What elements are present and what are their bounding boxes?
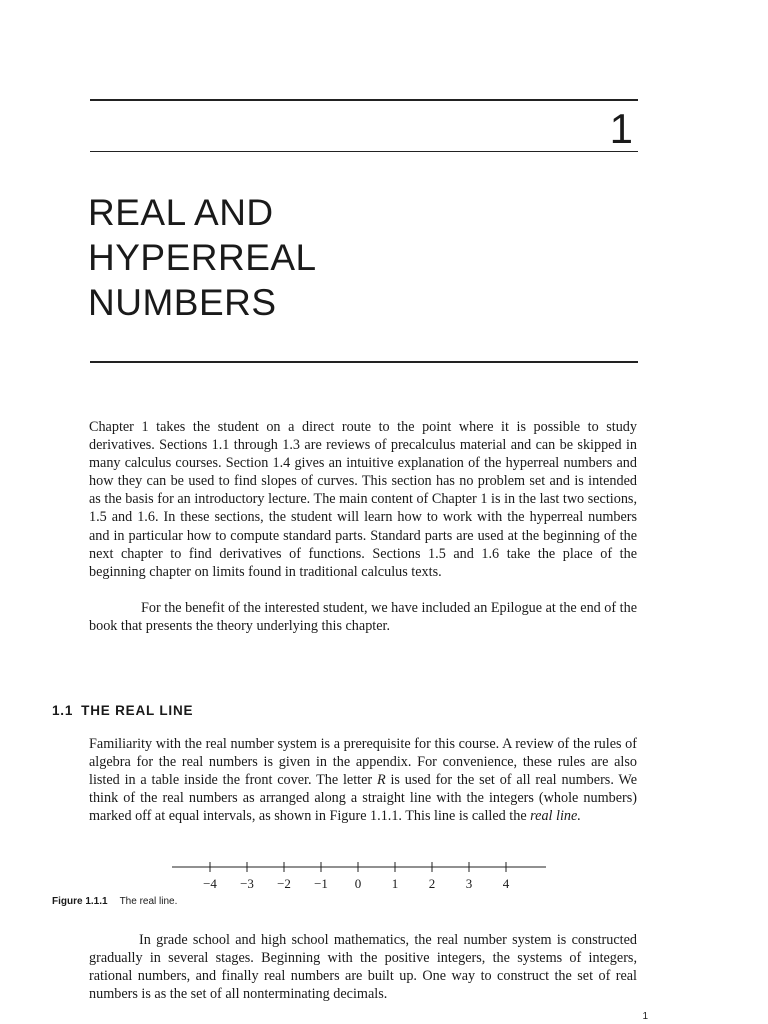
title-bottom-rule <box>90 361 638 363</box>
chapter-title-line: NUMBERS <box>88 282 277 323</box>
section-paragraph-2 <box>89 931 637 1003</box>
section-heading <box>52 703 193 718</box>
figure-caption-text: The real line. <box>119 896 178 907</box>
number-line-tick-label: 1 <box>391 876 399 891</box>
chapter-number-rule <box>90 151 638 152</box>
section-paragraph-1-text-b: is used for the set of all real numbers. We think of the real numbers as arranged along a straight line with the integers (whole numbers) marked off at equal intervals, as shown in Figure 1.1.1. This line is called the <box>89 772 637 825</box>
figure-caption <box>52 896 177 907</box>
section-paragraph-1-text-a: Familiarity with the real number system is a prerequisite for this course. A review of the rules of algebra for the real numbers is given in the appendix. For convenience, these rules are also listed in a table inside the front cover. The letter <box>89 736 637 789</box>
chapter-number: 1 <box>609 105 633 152</box>
number-line-tick-label: 2 <box>428 876 436 891</box>
intro-paragraph-2 <box>89 599 637 635</box>
section-paragraph-1 <box>89 735 637 825</box>
term-real-line: real line. <box>530 808 581 825</box>
number-line-tick-label: 3 <box>465 876 473 891</box>
chapter-title-line: HYPERREAL <box>88 237 317 278</box>
number-line-figure <box>170 857 550 893</box>
top-rule <box>90 99 638 101</box>
section-title: THE REAL LINE <box>81 703 194 718</box>
number-line-tick-label: −2 <box>277 876 291 891</box>
number-line-tick-label: 0 <box>354 876 362 891</box>
set-symbol-r: R <box>376 772 386 789</box>
number-line-tick-label: 4 <box>502 876 510 891</box>
intro-paragraph-2-text: For the benefit of the interested student, we have included an Epilogue at the end of the book that presents the theory underlying this chapter. <box>89 600 638 635</box>
figure-label: Figure 1.1.1 <box>52 896 108 907</box>
section-paragraph-2-text: In grade school and high school mathematics, the real number system is constructed gradually in several stages. Beginning with the positive integers, the systems of integers, rational numbers, and finally real numbers are built up. One way to construct the set of real numbers is as the set of all nonterminating decimals. <box>89 932 637 1003</box>
chapter-title-line: REAL AND <box>88 192 274 233</box>
number-line-tick-label: −3 <box>240 876 254 891</box>
number-line-tick-label: −1 <box>314 876 328 891</box>
intro-paragraph-1: Chapter 1 takes the student on a direct route to the point where it is possible to study derivatives. Sections 1.1 through 1.3 are reviews of precalculus material and can be skipped in many calculus courses. Section 1.4 gives an intuitive explanation of the hyperreal numbers and how they can be used to find slopes of curves. This section has no problem set and is intended as the basis for an introductory lecture. The main content of Chapter 1 is in the last two sections, 1.5 and 1.6. In these sections, the student will learn how to work with the hyperreal numbers and in particular how to compute standard parts. Standard parts are used at the beginning of the next chapter to find derivatives of functions. Sections 1.5 and 1.6 take the place of the beginning chapter on limits found in traditional calculus texts. <box>89 419 637 580</box>
page-number: 1 <box>642 1011 648 1022</box>
chapter-title <box>88 190 588 325</box>
number-line-tick-label: −4 <box>203 876 217 891</box>
section-number: 1.1 <box>52 703 74 718</box>
